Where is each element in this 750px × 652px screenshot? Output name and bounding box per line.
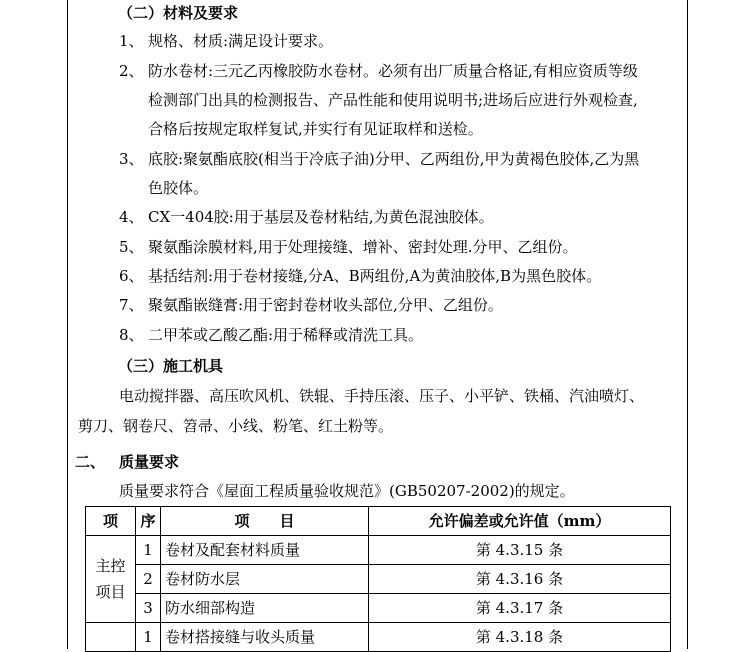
item-cell: 卷材防水层 xyxy=(161,565,369,594)
item-text: 色胶体。 xyxy=(148,179,209,197)
item-text: 二甲苯或乙酸乙酯:用于稀释或清洗工具。 xyxy=(148,326,424,344)
item-text: 底胶:聚氨酯底胶(相当于冷底子油)分甲、乙两组份,甲为黄褐色胶体,乙为黑 xyxy=(148,150,640,168)
item-text: 防水卷材:三元乙丙橡胶防水卷材。必须有出厂质量合格证,有相应资质等级 xyxy=(148,62,638,80)
tools-text: 电动搅拌器、高压吹风机、铁辊、手持压滚、压子、小平铲、铁桶、汽油喷灯、 xyxy=(119,387,645,405)
item-text: CX一404胶:用于基层及卷材粘结,为黄色混浊胶体。 xyxy=(148,208,494,226)
section-heading-quality: 质量要求 xyxy=(119,453,180,471)
item-text: 合格后按规定取样复试,并实行有见证取样和送检。 xyxy=(148,120,483,138)
page-border-right xyxy=(687,0,688,649)
item-number: 4、 xyxy=(119,208,144,226)
item-text: 检测部门出具的检测报告、产品性能和使用说明书;进场后应进行外观检查, xyxy=(148,91,638,109)
item-number: 3、 xyxy=(119,150,144,168)
header-seq: 序 xyxy=(136,507,161,536)
seq-cell: 1 xyxy=(136,536,161,565)
item-cell: 卷材搭接缝与收头质量 xyxy=(161,623,369,652)
header-value: 允许偏差或允许值（mm） xyxy=(369,507,671,536)
seq-cell: 3 xyxy=(136,594,161,623)
header-category: 项 xyxy=(86,507,136,536)
quality-intro: 质量要求符合《屋面工程质量验收规范》(GB50207-2002)的规定。 xyxy=(119,482,575,500)
quality-table xyxy=(85,506,671,652)
section-heading-tools: （三）施工机具 xyxy=(118,357,224,375)
value-cell: 第 4.3.18 条 xyxy=(369,623,671,652)
item-number: 6、 xyxy=(119,267,144,285)
seq-cell: 2 xyxy=(136,565,161,594)
table-row xyxy=(86,623,671,652)
item-number: 1、 xyxy=(119,32,144,50)
item-text: 聚氨酯涂膜材料,用于处理接缝、增补、密封处理.分甲、乙组份。 xyxy=(148,238,578,256)
header-item: 项 目 xyxy=(161,507,369,536)
table-row xyxy=(86,536,671,565)
item-text: 基括结剂:用于卷材接缝,分A、B两组份,A为黄油胶体,B为黑色胶体。 xyxy=(148,267,602,285)
seq-cell: 1 xyxy=(136,623,161,652)
category-cell xyxy=(86,536,136,623)
item-text: 规格、材质:满足设计要求。 xyxy=(148,32,334,50)
item-number: 5、 xyxy=(119,238,144,256)
item-cell: 卷材及配套材料质量 xyxy=(161,536,369,565)
table-header-row xyxy=(86,507,671,536)
category-cell-empty xyxy=(86,623,136,652)
item-number: 8、 xyxy=(119,326,144,344)
item-cell: 防水细部构造 xyxy=(161,594,369,623)
item-number: 2、 xyxy=(119,62,144,80)
table-row xyxy=(86,565,671,594)
category-label: 主控 xyxy=(95,557,126,575)
section-number-quality: 二、 xyxy=(75,453,106,471)
category-label: 项目 xyxy=(95,583,126,601)
value-cell: 第 4.3.16 条 xyxy=(369,565,671,594)
page-border-left xyxy=(67,0,68,649)
table-row xyxy=(86,594,671,623)
value-cell: 第 4.3.15 条 xyxy=(369,536,671,565)
item-text: 聚氨酯嵌缝膏:用于密封卷材收头部位,分甲、乙组份。 xyxy=(148,296,503,314)
tools-text: 剪刀、钢卷尺、笤帚、小线、粉笔、红土粉等。 xyxy=(78,417,394,435)
value-cell: 第 4.3.17 条 xyxy=(369,594,671,623)
item-number: 7、 xyxy=(119,296,144,314)
section-heading-materials: （二）材料及要求 xyxy=(118,4,239,22)
